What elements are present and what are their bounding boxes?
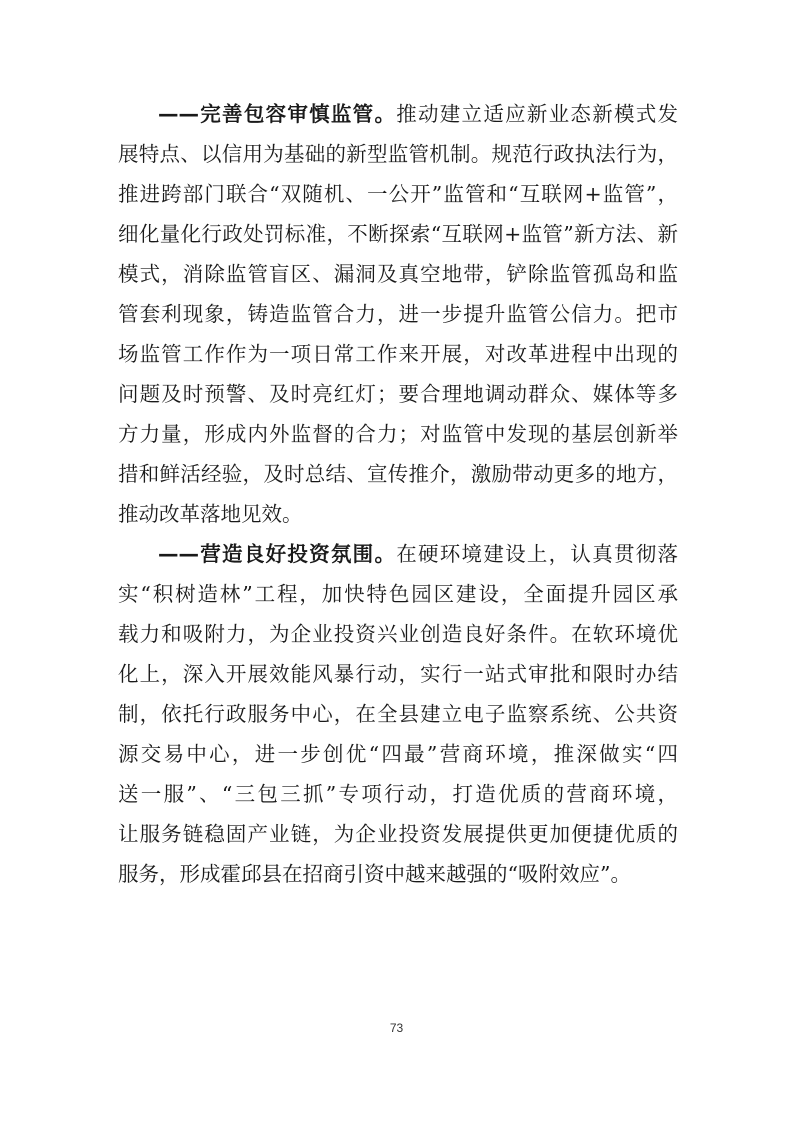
text-line: 源交易中心，进一步创优“四最”营商环境，推深做实“四 [118, 742, 678, 766]
text-line: 措和鲜活经验，及时总结、宣传推介，激励带动更多的地方， [118, 462, 678, 486]
page-number: 73 [389, 1021, 404, 1035]
text-line: 场监管工作作为一项日常工作来开展，对改革进程中出现的 [118, 342, 678, 366]
text-line: 化上，深入开展效能风暴行动，实行一站式审批和限时办结 [118, 662, 678, 686]
text-line: 制，依托行政服务中心，在全县建立电子监察系统、公共资 [118, 702, 678, 726]
text-line: 方力量，形成内外监督的合力；对监管中发现的基层创新举 [118, 422, 678, 446]
text-line: 载力和吸附力，为企业投资兴业创造良好条件。在软环境优 [118, 622, 678, 646]
text-line: ——营造良好投资氛围。在硬环境建设上，认真贯彻落 [158, 542, 679, 566]
text-line: 模式，消除监管盲区、漏洞及真空地带，铲除监管孤岛和监 [118, 262, 678, 286]
text-line: 服务，形成霍邱县在招商引资中越来越强的“吸附效应”。 [118, 862, 631, 886]
text-line: ——完善包容审慎监管。推动建立适应新业态新模式发 [158, 102, 679, 126]
text-line: 推动改革落地见效。 [118, 502, 303, 526]
text-line: 管套利现象，铸造监管合力，进一步提升监管公信力。把市 [118, 302, 678, 326]
text-line: 让服务链稳固产业链，为企业投资发展提供更加便捷优质的 [118, 822, 678, 846]
text-line: 细化量化行政处罚标准，不断探索“互联网+监管”新方法、新 [118, 222, 678, 246]
text-line: 实“积树造林”工程，加快特色园区建设，全面提升园区承 [118, 582, 678, 606]
text-line: 送一服”、“三包三抓”专项行动，打造优质的营商环境， [118, 782, 678, 806]
paragraph-heading: ——完善包容审慎监管。 [158, 102, 397, 126]
text-line: 推进跨部门联合“双随机、一公开”监管和“互联网+监管”， [118, 182, 678, 206]
text-line: 展特点、以信用为基础的新型监管机制。规范行政执法行为， [118, 142, 678, 166]
paragraph-heading: ——营造良好投资氛围。 [158, 542, 397, 566]
text-line: 问题及时预警、及时亮红灯；要合理地调动群众、媒体等多 [118, 382, 678, 406]
